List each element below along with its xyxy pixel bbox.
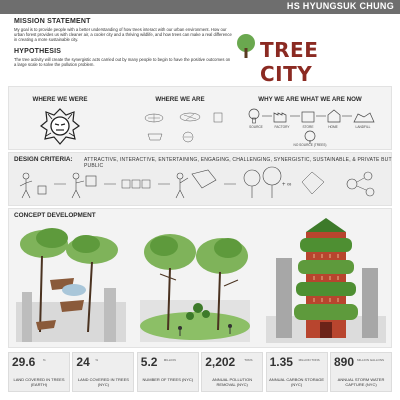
stat-card: [266, 352, 328, 392]
hypothesis-title: HYPOTHESIS: [14, 48, 62, 55]
tree-city-logo: [238, 30, 378, 86]
logo-tree-icon: [232, 32, 262, 62]
stat-value: 2,202: [205, 355, 236, 369]
treehouse-concept-illustration: [16, 222, 126, 342]
logo-text: TREE CITY: [260, 38, 319, 86]
stat-unit: MILLION GALLONS: [357, 358, 385, 362]
stat-value: 1.35: [269, 355, 293, 369]
stat-label: ANNUAL STORM WATER CAPTURE (NYC): [337, 377, 385, 387]
mission-text: My goal is to provide people with a better understanding of how trees interact with our urban environment. How our urban forest provides us with cleaner air, a cooler city and a thriving wildlife, and how trees can make a real difference in creating a more sustainable city.: [14, 27, 232, 43]
no-source-tree-icon: [300, 130, 320, 144]
stat-card: [330, 352, 392, 392]
stat-unit: %: [95, 358, 99, 362]
flow-label-store: STORE: [302, 125, 314, 129]
stat-unit: %: [43, 358, 46, 362]
stat-value: 5.2: [140, 355, 158, 369]
hypothesis-text: The tree activity will create the synergistic acts carried out by many people to begin to have the positive outcomes on a large scale to solve the pollution problem.: [14, 57, 231, 68]
where-we-were-heading: WHERE WE WERE: [32, 96, 88, 103]
stat-card: [137, 352, 199, 392]
stat-card: [72, 352, 134, 392]
flow-label-landfill: LANDFILL: [355, 125, 371, 129]
design-criteria-list: ATTRACTIVE, INTERACTIVE, ENTERTAINING, ENGAGING, CHALLENGING, SYNERGISTIC, SUSTAINABLE, & PRIVATE BUT PUBLIC: [84, 157, 392, 169]
stat-label: NUMBER OF TREES (NYC): [142, 377, 194, 382]
stat-label: ANNUAL POLLUTION REMOVAL (NYC): [212, 377, 253, 387]
svg-text:+ ∞: + ∞: [282, 182, 292, 188]
consumption-flow-icons: [238, 106, 388, 126]
no-source-label: NO SOURCE (TREES): [293, 143, 327, 147]
stat-label: LAND COVERED IN TREES (EARTH): [13, 377, 65, 387]
statistics-row: [8, 352, 392, 392]
tree-spirit-sketch-icon: [40, 106, 80, 146]
stat-card: [201, 352, 263, 392]
stat-label: LAND COVERED IN TREES (NYC): [77, 377, 129, 387]
concept-development-title: CONCEPT DEVELOPMENT: [14, 212, 96, 219]
stat-label: ANNUAL CARBON STORAGE (NYC): [269, 377, 325, 387]
criteria-sketch-sequence: [12, 166, 392, 204]
city-doodles-icon: [140, 108, 230, 148]
design-criteria-title: DESIGN CRITERIA:: [14, 156, 73, 163]
stat-value: 890: [334, 355, 355, 369]
stat-unit: MILLION TONS: [298, 358, 320, 362]
where-we-are-heading: WHERE WE ARE: [155, 96, 205, 103]
vertical-forest-concept-illustration: [266, 218, 386, 343]
stat-unit: TONS: [244, 358, 253, 362]
stat-unit: MILLION: [163, 358, 176, 362]
stat-value: 29.6: [12, 355, 36, 369]
author-name: HS HYUNGSUK CHUNG: [286, 1, 394, 11]
top-bar: [0, 0, 400, 14]
flow-label-source: SOURCE: [249, 125, 263, 129]
stat-card: [8, 352, 70, 392]
mission-title: MISSION STATEMENT: [14, 18, 91, 25]
park-trees-concept-illustration: [140, 222, 250, 342]
flow-label-factory: FACTORY: [274, 125, 290, 129]
flow-label-home: HOME: [328, 125, 338, 129]
why-heading: WHY WE ARE WHAT WE ARE NOW: [258, 96, 362, 103]
stat-value: 24: [76, 355, 90, 369]
